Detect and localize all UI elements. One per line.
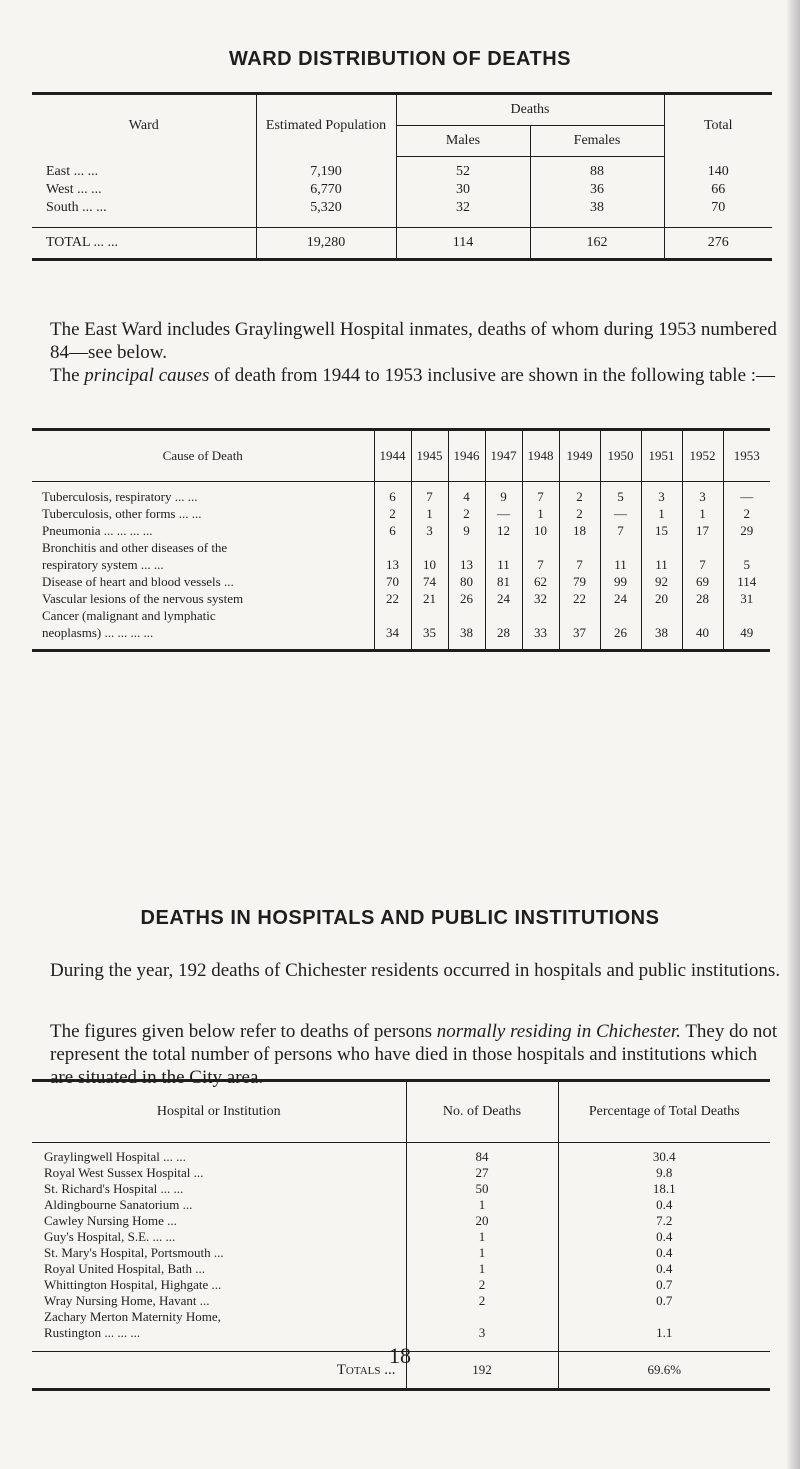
hosp-p2-before: The figures given below refer to deaths of persons (50, 1021, 437, 1042)
year-value: 2 (559, 482, 600, 506)
hospital-deaths: 84 (406, 1143, 558, 1166)
total-value: 66 (664, 181, 772, 199)
year-value: 74 (411, 573, 448, 590)
header-estimated-population: Estimated Population (256, 94, 396, 157)
year-value: — (600, 505, 641, 522)
year-value (448, 539, 485, 556)
causes-intro-paragraph (50, 364, 785, 387)
year-value: 26 (600, 624, 641, 651)
ward-name: West ... ... (46, 182, 102, 197)
year-value: 31 (723, 590, 770, 607)
year-value: 11 (485, 556, 522, 573)
header-percentage: Percentage of Total Deaths (558, 1081, 770, 1143)
year-value (522, 539, 559, 556)
year-value: 49 (723, 624, 770, 651)
year-value: 7 (522, 556, 559, 573)
year-value: 2 (448, 505, 485, 522)
hospital-percentage: 30.4 (558, 1143, 770, 1166)
year-value: 38 (448, 624, 485, 651)
table-row (32, 1277, 770, 1293)
year-value: 24 (600, 590, 641, 607)
header-year: 1945 (411, 430, 448, 482)
hospital-deaths: 50 (406, 1181, 558, 1197)
hospital-name: Cawley Nursing Home ... (44, 1213, 177, 1228)
hosp-p1-before: During the year, 192 deaths of (50, 960, 286, 981)
year-value: 99 (600, 573, 641, 590)
ward-name: South ... ... (46, 200, 107, 215)
males-value: 52 (396, 157, 530, 182)
year-value (723, 607, 770, 624)
hosp-p2-city: City (189, 1067, 223, 1088)
hospital-deaths: 20 (406, 1213, 558, 1229)
year-value: 13 (448, 556, 485, 573)
year-value (600, 607, 641, 624)
year-value: — (723, 482, 770, 506)
year-value: 81 (485, 573, 522, 590)
header-hospital: Hospital or Institution (32, 1081, 406, 1143)
header-females: Females (530, 126, 664, 157)
hospital-percentage: 0.4 (558, 1229, 770, 1245)
total-deaths: 276 (664, 228, 772, 260)
causes-intro-after: of death from 1944 to 1953 inclusive are shown in the following table :— (209, 365, 776, 386)
hospital-name: Guy's Hospital, S.E. ... ... (44, 1229, 176, 1244)
page-number: 18 (389, 1343, 411, 1368)
year-value: 18 (559, 522, 600, 539)
causes-intro-emphasis: principal causes (84, 365, 210, 386)
hospital-percentage: 7.2 (558, 1213, 770, 1229)
header-year: 1948 (522, 430, 559, 482)
cause-label: neoplasms) ... ... ... ... (42, 625, 154, 640)
year-value: 33 (522, 624, 559, 651)
year-value: 13 (374, 556, 411, 573)
year-value (411, 607, 448, 624)
header-year: 1949 (559, 430, 600, 482)
hospital-deaths: 1 (406, 1245, 558, 1261)
year-value (600, 539, 641, 556)
year-value: 1 (641, 505, 682, 522)
table-row (32, 624, 770, 651)
header-ward: Ward (128, 117, 159, 133)
cause-label: respiratory system ... ... (42, 557, 164, 572)
header-year: 1951 (641, 430, 682, 482)
header-year: 1953 (723, 430, 770, 482)
year-value: 35 (411, 624, 448, 651)
year-value: 4 (448, 482, 485, 506)
hosp-p2-emphasis: normally residing in Chichester. (436, 1021, 681, 1042)
year-value: 20 (641, 590, 682, 607)
table-row (32, 1293, 770, 1309)
year-value: 7 (559, 556, 600, 573)
year-value (411, 539, 448, 556)
cause-label: Pneumonia ... ... ... ... (42, 523, 153, 538)
year-value (723, 539, 770, 556)
year-value (374, 539, 411, 556)
hospital-percentage: 0.4 (558, 1245, 770, 1261)
year-value: 9 (485, 482, 522, 506)
hospital-percentage: 0.4 (558, 1197, 770, 1213)
year-value: 15 (641, 522, 682, 539)
hospital-deaths: 2 (406, 1293, 558, 1309)
hospital-deaths: 2 (406, 1277, 558, 1293)
hospital-percentage: 9.8 (558, 1165, 770, 1181)
header-year: 1952 (682, 430, 723, 482)
year-value: 7 (411, 482, 448, 506)
hospital-name: Wray Nursing Home, Havant ... (44, 1293, 210, 1308)
total-label: TOTAL ... ... (32, 228, 256, 260)
cause-label: Tuberculosis, respiratory ... ... (42, 489, 198, 504)
header-deaths: Deaths (396, 94, 664, 126)
hospital-name: St. Richard's Hospital ... ... (44, 1181, 184, 1196)
year-value: — (485, 505, 522, 522)
year-value: 1 (522, 505, 559, 522)
year-value (448, 607, 485, 624)
year-value (522, 607, 559, 624)
header-no-of-deaths: No. of Deaths (406, 1081, 558, 1143)
year-value (485, 607, 522, 624)
year-value: 37 (559, 624, 600, 651)
cause-label: Disease of heart and blood vessels ... (42, 574, 234, 589)
year-value: 28 (485, 624, 522, 651)
hospital-name: Graylingwell Hospital ... ... (44, 1149, 186, 1164)
table-row (32, 1181, 770, 1197)
table-row (32, 181, 772, 199)
header-cause: Cause of Death (32, 430, 374, 482)
table-row (32, 199, 772, 228)
table-row (32, 607, 770, 624)
hosp-p2-middle: They do not represent the total number of persons who have died in those hospitals and institutions which are situated in the (50, 1021, 778, 1088)
header-year: 1947 (485, 430, 522, 482)
header-year: 1944 (374, 430, 411, 482)
hospitals-section-title: DEATHS IN HOSPITALS AND PUBLIC INSTITUTIONS (140, 907, 660, 929)
year-value: 1 (682, 505, 723, 522)
table-row (32, 539, 770, 556)
hospitals-paragraph-1 (50, 959, 785, 982)
table-row (32, 505, 770, 522)
total-population: 19,280 (256, 228, 396, 260)
year-value (641, 539, 682, 556)
hospital-deaths: 1 (406, 1229, 558, 1245)
cause-label: Cancer (malignant and lymphatic (42, 608, 216, 623)
table-row (32, 573, 770, 590)
hospital-deaths: 1 (406, 1197, 558, 1213)
header-males: Males (396, 126, 530, 157)
table-row (32, 482, 770, 506)
cause-label: Bronchitis and other diseases of the (42, 540, 228, 555)
year-value (559, 607, 600, 624)
ward-name: East ... ... (46, 163, 99, 179)
year-value (682, 607, 723, 624)
total-males: 114 (396, 228, 530, 260)
header-year: 1946 (448, 430, 485, 482)
hospital-percentage: 1.1 (558, 1325, 770, 1352)
year-value: 7 (522, 482, 559, 506)
page-edge-shadow (786, 0, 800, 1469)
east-ward-paragraph: The East Ward includes Graylingwell Hospital inmates, deaths of whom during 1953 numbered 84—see below. (50, 319, 777, 363)
year-value: 40 (682, 624, 723, 651)
hospital-name: Aldingbourne Sanatorium ... (44, 1197, 193, 1212)
year-value: 9 (448, 522, 485, 539)
hospital-name: Rustington ... ... ... (44, 1325, 141, 1340)
table-row (32, 1143, 770, 1166)
totals-percentage: 69.6% (558, 1352, 770, 1390)
year-value (641, 607, 682, 624)
table-row (32, 157, 772, 182)
year-value: 3 (411, 522, 448, 539)
header-year: 1950 (600, 430, 641, 482)
year-value: 11 (641, 556, 682, 573)
hospital-percentage: 0.7 (558, 1293, 770, 1309)
year-value: 38 (641, 624, 682, 651)
hosp-p1-city: Chichester (285, 960, 367, 981)
totals-label: Totals ... (32, 1352, 406, 1390)
year-value: 2 (723, 505, 770, 522)
year-value: 3 (641, 482, 682, 506)
females-value: 88 (530, 157, 664, 182)
year-value: 2 (374, 505, 411, 522)
year-value: 7 (600, 522, 641, 539)
hospital-percentage: 0.7 (558, 1277, 770, 1293)
table-row (32, 1261, 770, 1277)
year-value: 34 (374, 624, 411, 651)
year-value (559, 539, 600, 556)
year-value: 114 (723, 573, 770, 590)
year-value: 11 (600, 556, 641, 573)
cause-label: Tuberculosis, other forms ... ... (42, 506, 202, 521)
ward-deaths-table (32, 92, 772, 261)
table-row (32, 522, 770, 539)
total-females: 162 (530, 228, 664, 260)
year-value: 3 (682, 482, 723, 506)
table-row (32, 1229, 770, 1245)
hospital-percentage: 0.4 (558, 1261, 770, 1277)
total-value: 70 (664, 199, 772, 228)
males-value: 32 (396, 199, 530, 228)
year-value: 17 (682, 522, 723, 539)
year-value: 70 (374, 573, 411, 590)
table-row (32, 556, 770, 573)
year-value: 92 (641, 573, 682, 590)
hospital-deaths: 27 (406, 1165, 558, 1181)
year-value: 2 (559, 505, 600, 522)
year-value (374, 607, 411, 624)
year-value (682, 539, 723, 556)
year-value: 80 (448, 573, 485, 590)
hospital-deaths: 3 (406, 1325, 558, 1352)
population-value: 6,770 (256, 181, 396, 199)
year-value: 10 (411, 556, 448, 573)
table-row (32, 1213, 770, 1229)
hospital-name: Royal West Sussex Hospital ... (44, 1165, 204, 1180)
year-value: 22 (559, 590, 600, 607)
year-value: 12 (485, 522, 522, 539)
table-row (32, 1245, 770, 1261)
year-value: 6 (374, 482, 411, 506)
hosp-p1-after: residents occurred in hospitals and public institutions. (366, 960, 781, 981)
year-value: 29 (723, 522, 770, 539)
males-value: 30 (396, 181, 530, 199)
year-value: 62 (522, 573, 559, 590)
table-row (32, 1165, 770, 1181)
hospital-name: Royal United Hospital, Bath ... (44, 1261, 206, 1276)
year-value: 21 (411, 590, 448, 607)
hospital-deaths: 1 (406, 1261, 558, 1277)
header-total: Total (664, 94, 772, 157)
year-value: 5 (600, 482, 641, 506)
population-value: 5,320 (256, 199, 396, 228)
totals-row (32, 228, 772, 260)
population-value: 7,190 (256, 157, 396, 182)
hospital-name: St. Mary's Hospital, Portsmouth ... (44, 1245, 224, 1260)
year-value: 26 (448, 590, 485, 607)
year-value: 22 (374, 590, 411, 607)
year-value: 32 (522, 590, 559, 607)
hospital-name: Whittington Hospital, Highgate ... (44, 1277, 222, 1292)
year-value: 6 (374, 522, 411, 539)
year-value: 24 (485, 590, 522, 607)
year-value: 10 (522, 522, 559, 539)
females-value: 36 (530, 181, 664, 199)
hospital-percentage: 18.1 (558, 1181, 770, 1197)
table-row (32, 1197, 770, 1213)
year-value: 5 (723, 556, 770, 573)
causes-of-death-table (32, 428, 770, 652)
year-value (485, 539, 522, 556)
table-row (32, 1309, 770, 1325)
females-value: 38 (530, 199, 664, 228)
year-value: 7 (682, 556, 723, 573)
year-value: 69 (682, 573, 723, 590)
cause-label: Vascular lesions of the nervous system (42, 591, 244, 606)
hosp-p2-after: area. (222, 1067, 264, 1088)
table-row (32, 590, 770, 607)
hospital-percentage (558, 1309, 770, 1325)
year-value: 79 (559, 573, 600, 590)
ward-distribution-title: WARD DISTRIBUTION OF DEATHS (228, 48, 571, 70)
total-value: 140 (664, 157, 772, 182)
totals-deaths: 192 (406, 1352, 558, 1390)
hospital-name: Zachary Merton Maternity Home, (44, 1309, 221, 1324)
causes-intro-before: The (50, 365, 85, 386)
year-value: 28 (682, 590, 723, 607)
hospital-deaths (406, 1309, 558, 1325)
year-value: 1 (411, 505, 448, 522)
